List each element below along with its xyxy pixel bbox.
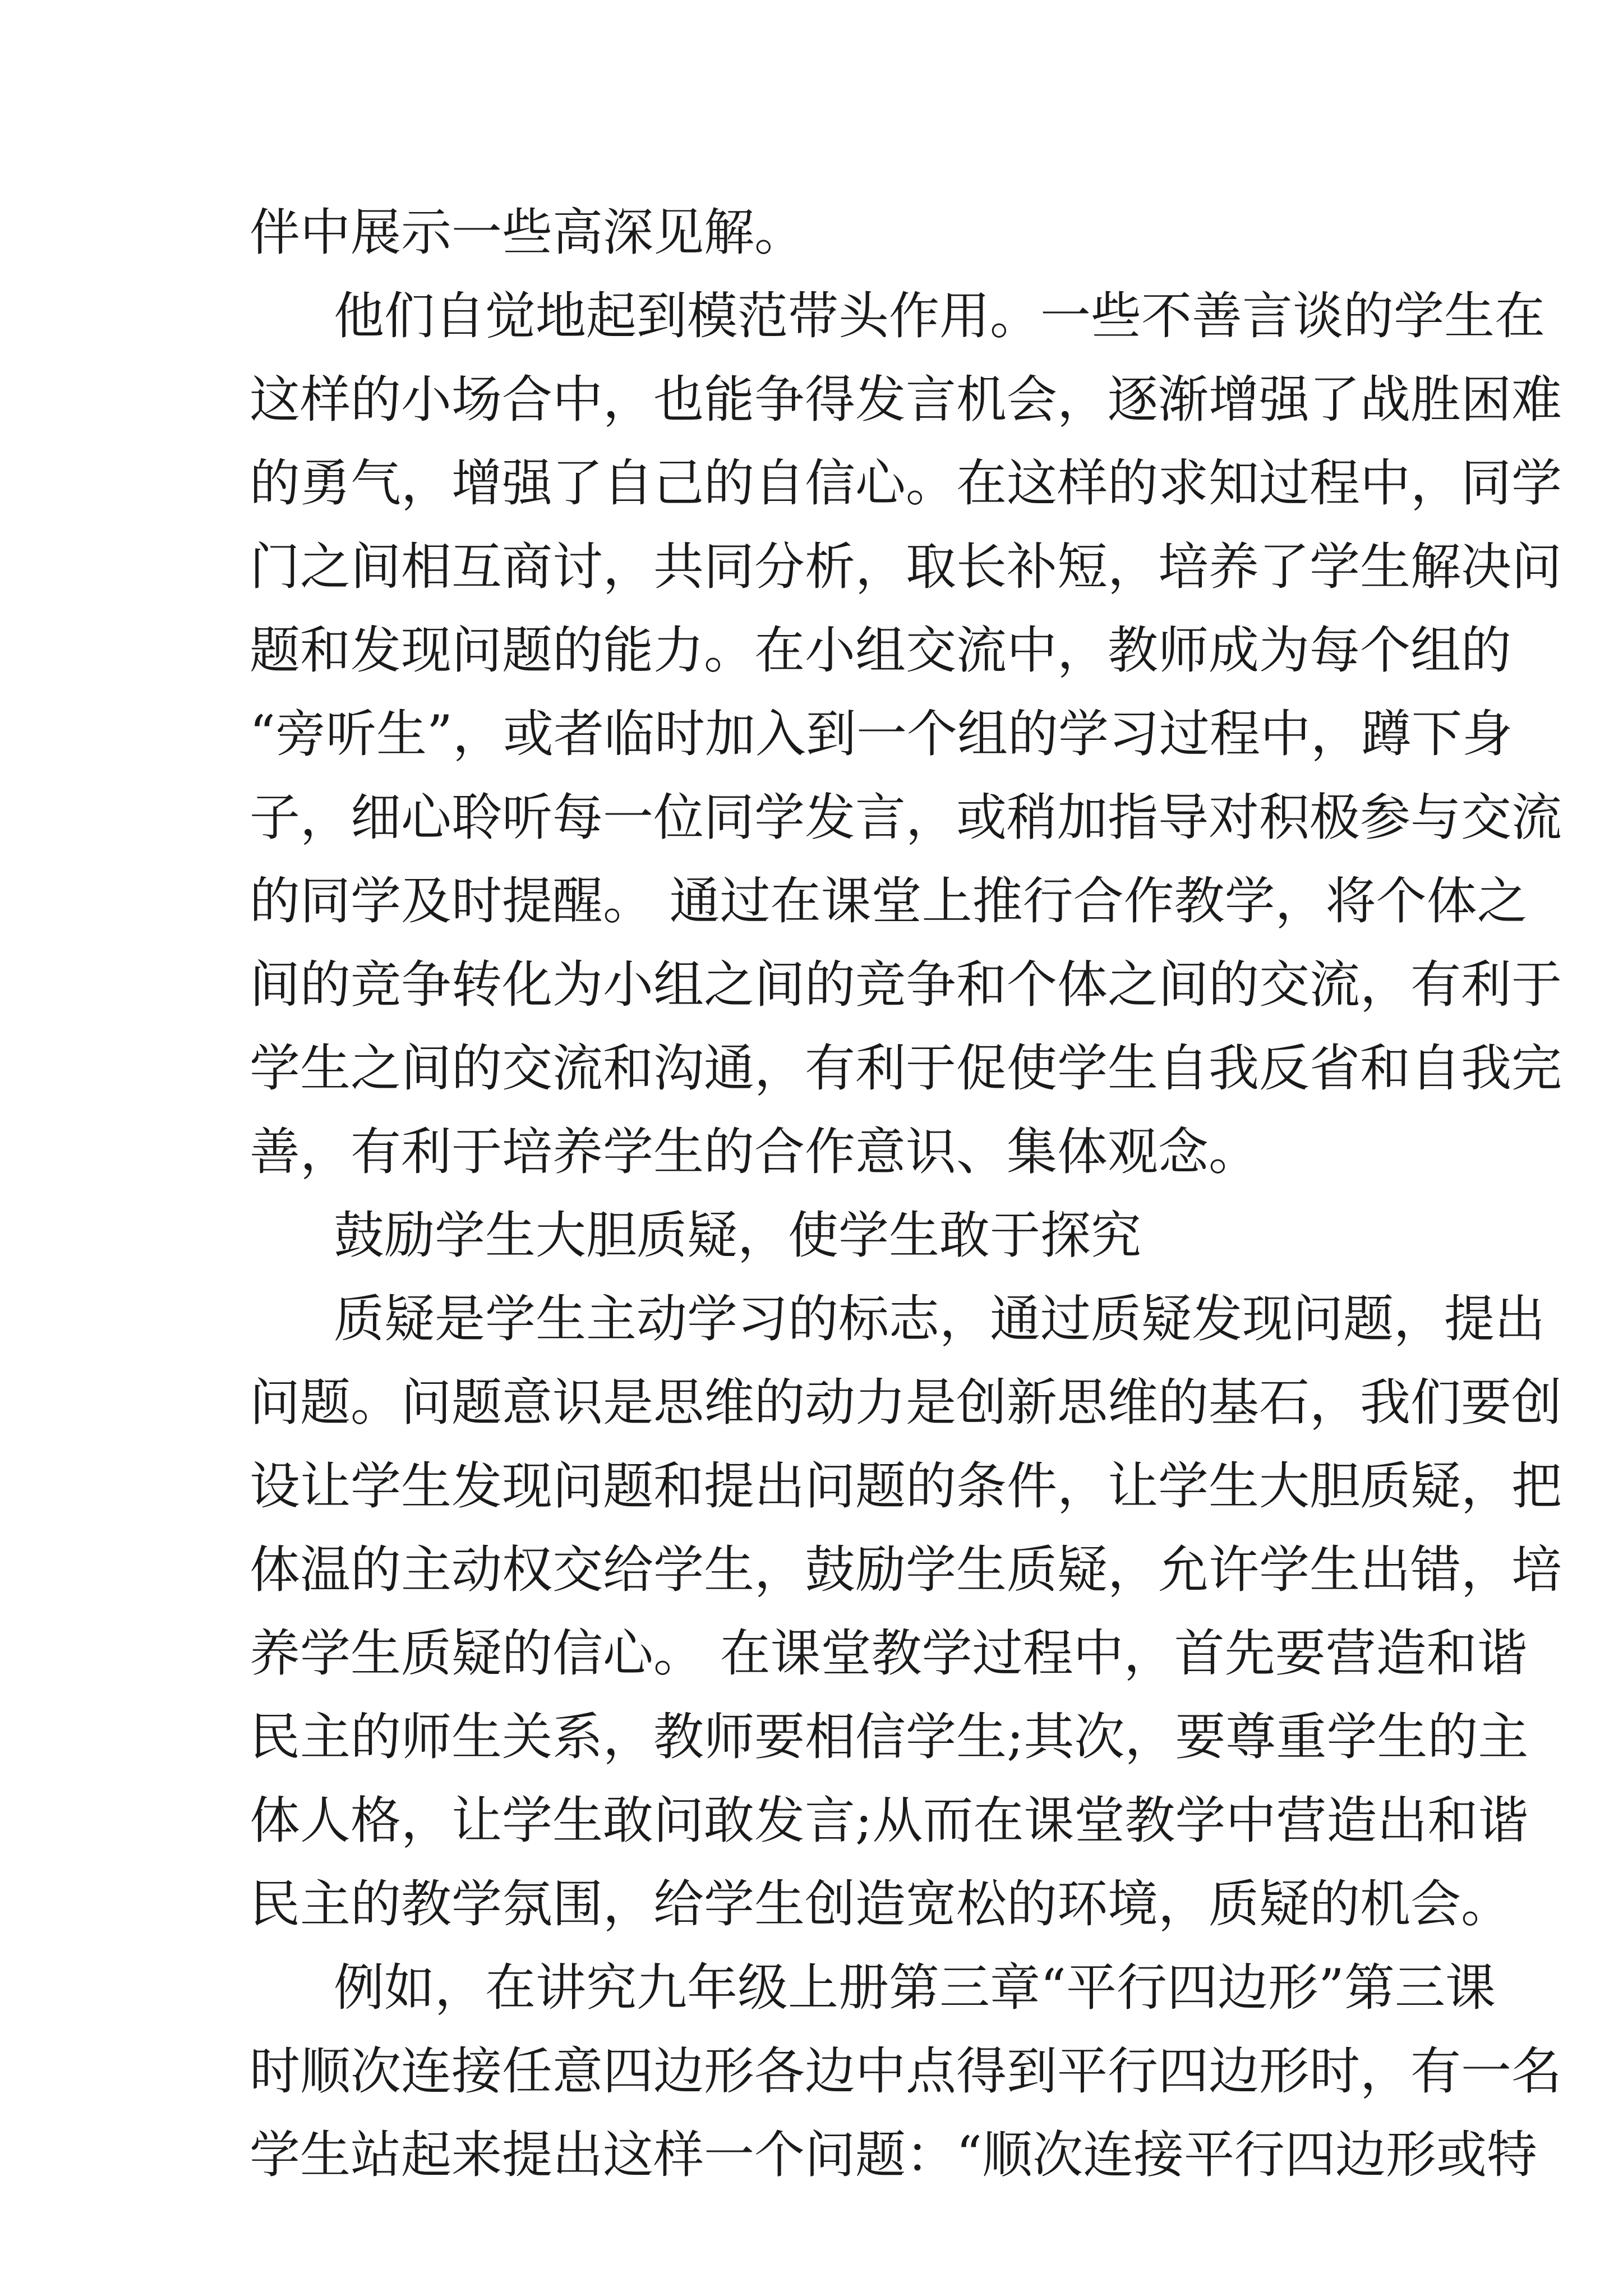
text-line: 质疑是学生主动学习的标志，通过质疑发现问题，提出: [334, 1290, 1545, 1349]
text-line: 体人格，让学生敢问敢发言;从而在课堂教学中营造出和谐: [250, 1791, 1529, 1850]
text-line: 设让学生发现问题和提出问题的条件，让学生大胆质疑，把: [250, 1457, 1562, 1516]
section-heading: 鼓励学生大胆质疑，使学生敢于探究: [334, 1206, 1141, 1265]
text-line: 问题。问题意识是思维的动力是创新思维的基石，我们要创: [250, 1373, 1562, 1432]
text-line: 养学生质疑的信心。 在课堂教学过程中，首先要营造和谐: [250, 1624, 1528, 1683]
text-line: 子，细心聆听每一位同学发言，或稍加指导对积极参与交流: [250, 788, 1562, 847]
body-text: [250, 191, 1562, 2197]
text-line: 善，有利于培养学生的合作意识、集体观念。: [250, 1122, 1259, 1181]
text-line: 这样的小场合中，也能争得发言机会，逐渐增强了战胜困难: [250, 370, 1562, 429]
text-line: 民主的教学氛围，给学生创造宽松的环境，质疑的机会。: [250, 1875, 1511, 1934]
text-line: 体温的主动权交给学生，鼓励学生质疑，允许学生出错，培: [250, 1540, 1562, 1599]
text-line: 伴中展示一些高深见解。: [250, 203, 805, 262]
text-line: 民主的师生关系，教师要相信学生;其次，要尊重学生的主: [250, 1708, 1529, 1766]
text-line: 他们自觉地起到模范带头作用。一些不善言谈的学生在: [334, 287, 1545, 346]
text-line: 学生之间的交流和沟通，有利于促使学生自我反省和自我完: [250, 1039, 1562, 1098]
text-line: 题和发现问题的能力。在小组交流中，教师成为每个组的: [250, 621, 1511, 680]
text-line: 时顺次连接任意四边形各边中点得到平行四边形时，有一名: [250, 2042, 1562, 2101]
text-line: 学生站起来提出这样一个问题：“顺次连接平行四边形或特: [250, 2125, 1538, 2184]
text-line: 门之间相互商讨，共同分析，取长补短，培养了学生解决问: [250, 537, 1562, 596]
text-line: 的勇气，增强了自己的自信心。在这样的求知过程中，同学: [250, 454, 1562, 513]
text-line: 例如，在讲究九年级上册第三章“平行四边形”第三课: [334, 1958, 1496, 2017]
text-line: “旁听生”，或者临时加入到一个组的学习过程中，蹲下身: [250, 705, 1513, 763]
text-line: 的同学及时提醒。 通过在课堂上推行合作教学，将个体之: [250, 872, 1528, 931]
text-line: 间的竞争转化为小组之间的竞争和个体之间的交流，有利于: [250, 955, 1562, 1014]
